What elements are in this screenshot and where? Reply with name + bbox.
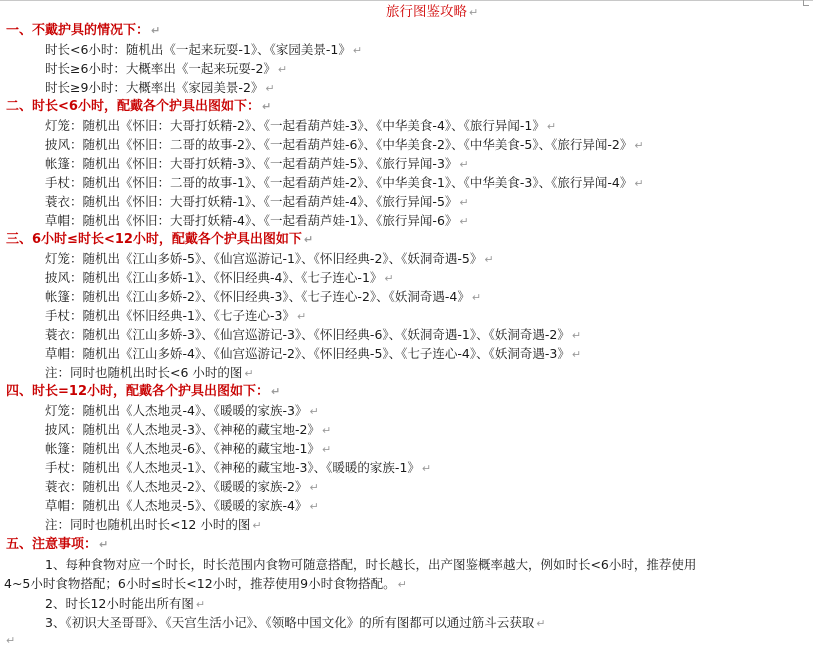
section-3-note: 注：同时也随机出时长<6 小时的图 ↵: [45, 365, 254, 380]
section-1-line-3: 时长≥9小时：大概率出《家园美景-2》 ↵: [45, 80, 275, 95]
section-1-line-1: 时长<6小时：随机出《一起来玩耍-1》、《家园美景-1》 ↵: [45, 42, 363, 57]
section-4-line-3: 帐篷：随机出《人杰地灵-6》、《神秘的藏宝地-1》 ↵: [45, 441, 332, 456]
section-4-line-2: 披风：随机出《人杰地灵-3》、《神秘的藏宝地-2》 ↵: [45, 422, 332, 437]
section-4-line-6: 草帽：随机出《人杰地灵-5》、《暖暖的家族-4》 ↵: [45, 498, 319, 513]
note-3: 3、《初识大圣哥哥》、《天宫生活小记》、《领略中国文化》的所有图都可以通过筋斗云获取 ↵: [45, 615, 546, 630]
section-3-line-5: 蓑衣：随机出《江山多娇-3》、《仙宫巡游记-3》、《怀旧经典-6》、《妖洞奇遇-1》、《妖洞奇遇-2》 ↵: [45, 327, 582, 342]
section-4-note: 注：同时也随机出时长<12 小时的图 ↵: [45, 517, 262, 532]
section-2-line-2: 披风：随机出《怀旧：二哥的故事-2》、《一起看葫芦娃-6》、《中华美食-2》、《中华美食-5》、《旅行异闻-2》 ↵: [45, 137, 644, 152]
section-4-heading: 四、时长=12小时，配戴各个护具出图如下： ↵: [6, 384, 281, 399]
section-3-line-1: 灯笼：随机出《江山多娇-5》、《仙宫巡游记-1》、《怀旧经典-2》、《妖洞奇遇-5》 ↵: [45, 251, 494, 266]
section-3-line-6: 草帽：随机出《江山多娇-4》、《仙宫巡游记-2》、《怀旧经典-5》、《七子连心-4》、《妖洞奇遇-3》 ↵: [45, 346, 582, 361]
section-1-line-2: 时长≥6小时：大概率出《一起来玩耍-2》 ↵: [45, 61, 288, 76]
section-4-line-4: 手杖：随机出《人杰地灵-1》、《神秘的藏宝地-3》、《暖暖的家族-1》 ↵: [45, 460, 432, 475]
section-3-heading: 三、6小时≤时长<12小时，配戴各个护具出图如下 ↵: [6, 232, 314, 247]
section-2-line-5: 蓑衣：随机出《怀旧：大哥打妖精-1》、《一起看葫芦娃-4》、《旅行异闻-5》 ↵: [45, 194, 469, 209]
section-3-line-4: 手杖：随机出《怀旧经典-1》、《七子连心-3》 ↵: [45, 308, 307, 323]
section-3-line-3: 帐篷：随机出《江山多娇-2》、《怀旧经典-3》、《七子连心-2》、《妖洞奇遇-4》 ↵: [45, 289, 482, 304]
note-1-line-2: 4~5小时食物搭配；6小时≤时长<12小时，推荐使用9小时食物搭配。 ↵: [4, 576, 407, 591]
section-4-line-5: 蓑衣：随机出《人杰地灵-2》、《暖暖的家族-2》 ↵: [45, 479, 319, 494]
section-1-heading: 一、不戴护具的情况下： ↵: [6, 23, 161, 38]
note-1-line-1: 1、每种食物对应一个时长，时长范围内食物可随意搭配，时长越长，出产图鉴概率越大，例如时长<6小时，推荐使用: [45, 557, 697, 572]
margin-corner-mark: [803, 0, 809, 6]
section-2-line-6: 草帽：随机出《怀旧：大哥打妖精-4》、《一起看葫芦娃-1》、《旅行异闻-6》 ↵: [45, 213, 469, 228]
section-2-line-1: 灯笼：随机出《怀旧：大哥打妖精-2》、《一起看葫芦娃-3》、《中华美食-4》、《旅行异闻-1》 ↵: [45, 118, 557, 133]
section-4-line-1: 灯笼：随机出《人杰地灵-4》、《暖暖的家族-3》 ↵: [45, 403, 319, 418]
section-5-heading: 五、注意事项： ↵: [6, 537, 109, 552]
doc-title: 旅行图鉴攻略 ↵: [386, 4, 479, 20]
section-2-heading: 二、时长<6小时，配戴各个护具出图如下： ↵: [6, 99, 272, 114]
note-2: 2、时长12小时能出所有图 ↵: [45, 596, 206, 611]
section-3-line-2: 披风：随机出《江山多娇-1》、《怀旧经典-4》、《七子连心-1》 ↵: [45, 270, 394, 285]
section-2-line-4: 手杖：随机出《怀旧：二哥的故事-1》、《一起看葫芦娃-2》、《中华美食-1》、《中华美食-3》、《旅行异闻-4》 ↵: [45, 175, 644, 190]
trailing-paragraph-mark: ↵: [6, 634, 16, 647]
section-2-line-3: 帐篷：随机出《怀旧：大哥打妖精-3》、《一起看葫芦娃-5》、《旅行异闻-3》 ↵: [45, 156, 469, 171]
page-top-edge: [0, 0, 813, 1]
